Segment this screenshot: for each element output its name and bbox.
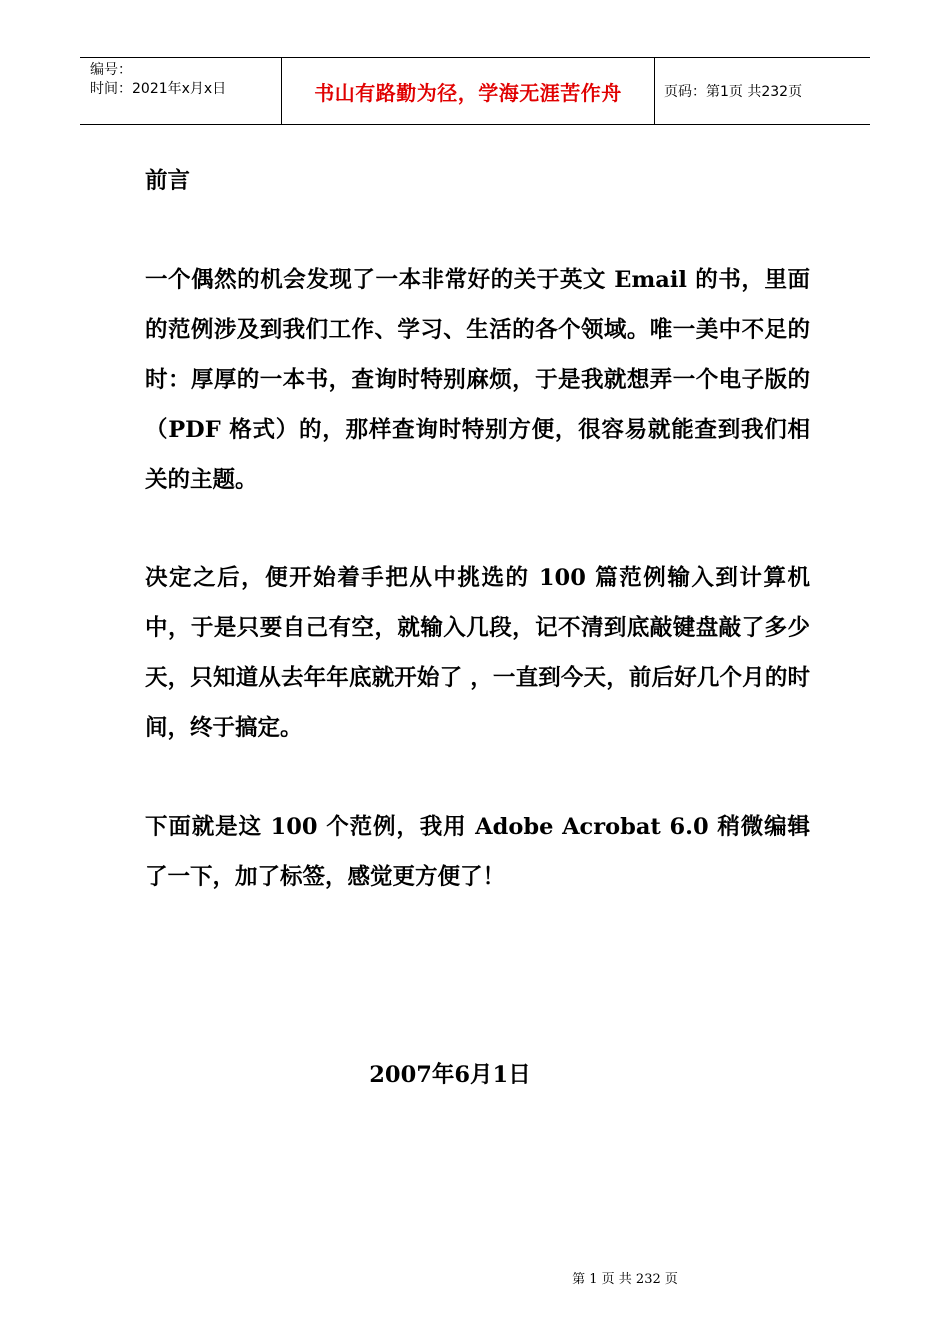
header-motto: 书山有路勤为径，学海无涯苦作舟 [281, 58, 655, 124]
page-footer: 第 1 页 共 232 页 [572, 1272, 678, 1287]
document-time-label: 时间：2021年x月x日 [90, 81, 227, 97]
paragraph-3: 下面就是这 100 个范例，我用 Adobe Acrobat 6.0 稍微编辑了一下，加了标签，感觉更方便了！ [145, 814, 810, 890]
document-date: 2007年6月1日 [369, 1062, 531, 1088]
document-number-label: 编号： [90, 62, 132, 78]
document-title: 前言 [145, 168, 191, 194]
header-page-info: 页码：第1页 共232页 [664, 84, 803, 100]
paragraph-2: 决定之后，便开始着手把从中挑选的 100 篇范例输入到计算机中，于是只要自己有空，就输入几段，记不清到底敲键盘敲了多少天，只知道从去年年底就开始了 ，一直到今天，前后好几个月的时间，终于搞定。 [145, 565, 810, 741]
paragraph-1: 一个偶然的机会发现了一本非常好的关于英文 Email 的书，里面的范例涉及到我们工作、学习、生活的各个领域。唯一美中不足的时：厚厚的一本书，查询时特别麻烦，于是我就想弄一个电子版的（PDF 格式）的，那样查询时特别方便，很容易就能查到我们相关的主题。 [145, 267, 810, 493]
page-header [80, 57, 870, 125]
header-meta [80, 58, 281, 124]
